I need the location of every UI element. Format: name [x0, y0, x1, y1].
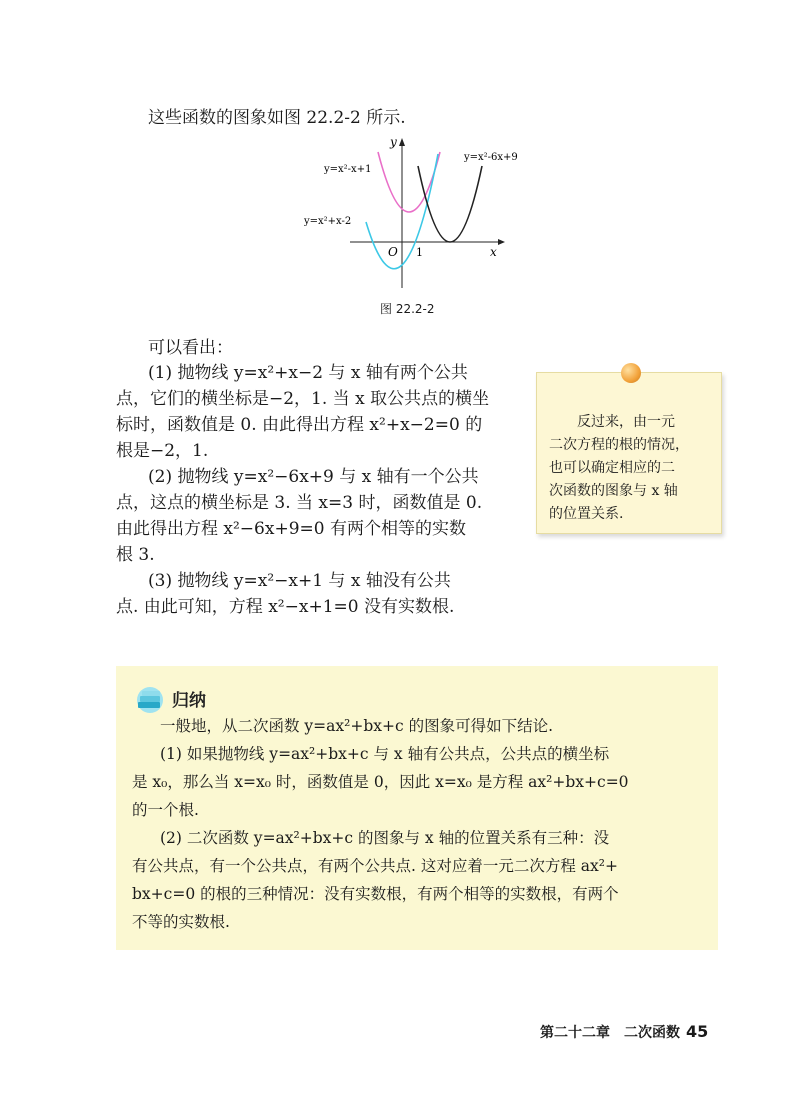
obs-line: (1) 抛物线 y=x²+x−2 与 x 轴有两个公共	[148, 363, 468, 383]
summary-line: bx+c=0 的根的三种情况：没有实数根，有两个相等的实数根，有两个	[132, 885, 619, 903]
sticky-note	[536, 372, 722, 534]
obs-line: 点. 由此可知，方程 x²−x+1=0 没有实数根.	[116, 597, 455, 617]
obs-line: 由此得出方程 x²−6x+9=0 有两个相等的实数	[116, 519, 466, 539]
obs-line: 标时，函数值是 0. 由此得出方程 x²+x−2=0 的	[116, 415, 483, 435]
note-line: 二次方程的根的情况，	[549, 437, 689, 453]
axis-y-label: y	[390, 135, 397, 149]
obs-line: 点，这点的横坐标是 3. 当 x=3 时，函数值是 0.	[116, 493, 483, 513]
note-line: 反过来，由一元	[577, 414, 675, 430]
note-line: 也可以确定相应的二	[549, 460, 675, 476]
pushpin-icon	[621, 363, 641, 383]
label-y-x2-x-2: y=x²+x-2	[304, 216, 352, 227]
obs-line: 根是−2，1.	[116, 441, 209, 461]
axis-x-label: x	[490, 245, 497, 259]
obs-line: 点，它们的横坐标是−2，1. 当 x 取公共点的横坐	[116, 389, 490, 409]
summary-title: 归纳	[172, 691, 206, 711]
intro-text: 这些函数的图象如图 22.2-2 所示.	[148, 108, 406, 128]
obs-line: 根 3.	[116, 545, 155, 565]
page-footer	[540, 1022, 708, 1042]
label-y-x2-x-1: y=x²-x+1	[324, 164, 372, 175]
summary-box	[116, 666, 718, 950]
chapter-title: 第二十二章 二次函数	[540, 1025, 680, 1041]
x-axis-arrow	[498, 239, 505, 245]
parabola-figure	[300, 130, 518, 310]
summary-line: (2) 二次函数 y=ax²+bx+c 的图象与 x 轴的位置关系有三种：没	[160, 829, 610, 847]
obs-line: (2) 抛物线 y=x²−6x+9 与 x 轴有一个公共	[148, 467, 479, 487]
origin-label: O	[388, 245, 398, 259]
summary-line: 不等的实数根.	[132, 913, 230, 931]
page-number: 45	[686, 1022, 709, 1041]
curve-y-x2-x-1	[378, 152, 440, 212]
summary-text	[132, 712, 704, 936]
note-line: 的位置关系.	[549, 506, 624, 522]
observations	[116, 360, 516, 620]
note-line: 次函数的图象与 x 轴	[549, 483, 678, 499]
curve-y-x2-6x-9	[418, 166, 482, 242]
summary-line: 有公共点，有一个公共点，有两个公共点. 这对应着一元二次方程 ax²+	[132, 857, 618, 875]
summary-line: 是 x₀，那么当 x=x₀ 时，函数值是 0，因此 x=x₀ 是方程 ax²+bx+c=0	[132, 773, 629, 791]
summary-line: 一般地，从二次函数 y=ax²+bx+c 的图象可得如下结论.	[160, 717, 554, 735]
summary-line: 的一个根.	[132, 801, 199, 819]
summary-line: (1) 如果抛物线 y=ax²+bx+c 与 x 轴有公共点，公共点的横坐标	[160, 745, 610, 763]
figure-caption: 图 22.2-2	[380, 302, 435, 316]
y-axis-arrow	[399, 138, 405, 146]
label-y-x2-6x-9: y=x²-6x+9	[464, 152, 518, 163]
books-icon	[132, 686, 168, 714]
tick-1-label: 1	[416, 246, 423, 259]
observe-title: 可以看出：	[148, 338, 233, 358]
obs-line: (3) 抛物线 y=x²−x+1 与 x 轴没有公共	[148, 571, 451, 591]
note-text	[549, 411, 713, 526]
